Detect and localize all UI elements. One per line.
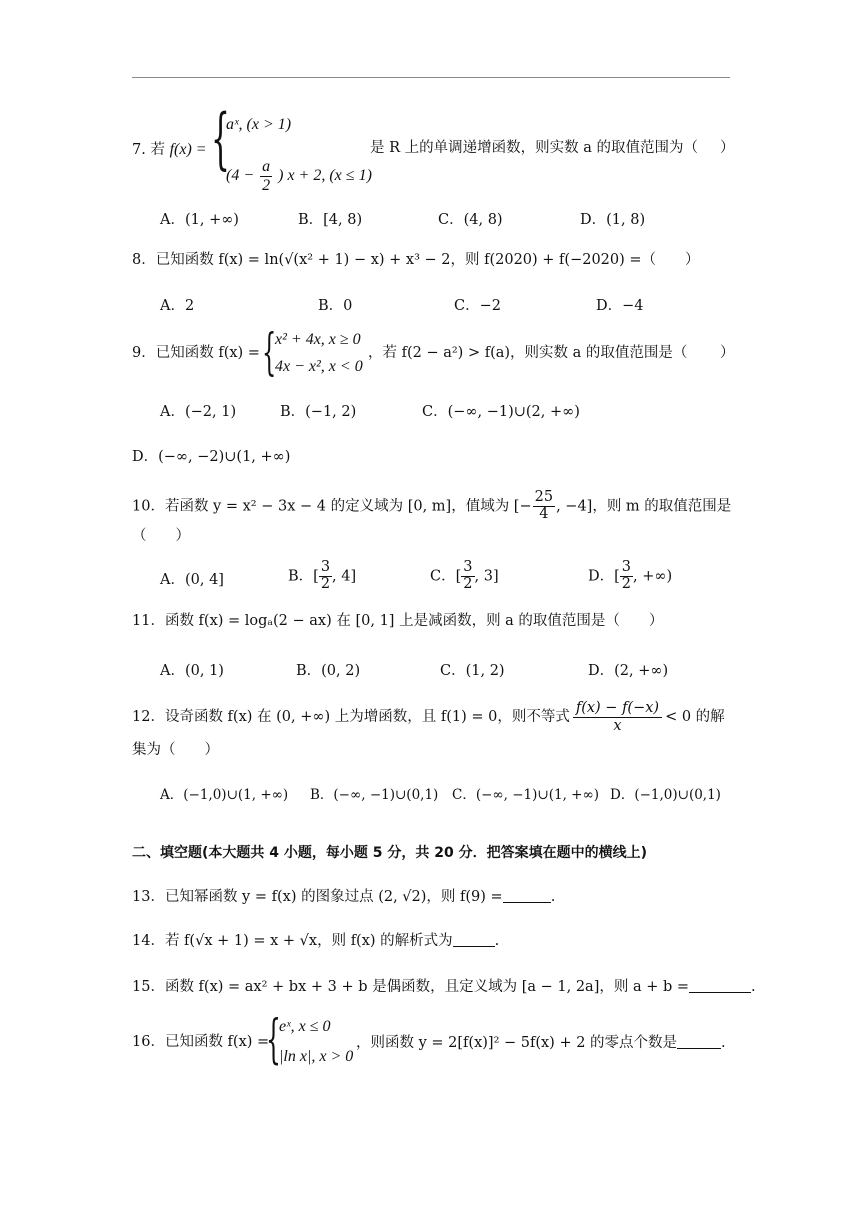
q9-brace: { (262, 323, 277, 381)
q14-answer-blank (453, 932, 495, 947)
q7-number: 7. 若 f(x) = (132, 141, 207, 158)
q10-option-c: C．[ $\frac{3}{2}$ , 3] (430, 559, 499, 592)
q9-option-d: D．(−∞, −2)∪(1, +∞) (132, 449, 291, 465)
q11-option-b: B．(0, 2) (296, 663, 361, 679)
q9-option-b: B．(−1, 2) (280, 404, 357, 420)
q12-option-b: B．(−∞, −1)∪(0,1) (310, 787, 439, 803)
q11-option-d: D．(2, +∞) (588, 663, 669, 679)
q12-text: 12．设奇函数 f(x) 在 (0, +∞) 上为增函数，且 f(1) = 0，则不等式 $\frac{f(x) - f(-x)}{x}$ < 0 的解 (132, 700, 725, 734)
q7-text: 是 R 上的单调递增函数，则实数 a 的取值范围为（ (370, 140, 698, 156)
q12-option-c: C．(−∞, −1)∪(1, +∞) (452, 787, 599, 803)
q7-option-c: C．(4, 8) (438, 212, 503, 228)
q9-tail: ，若 f(2 − a²) > f(a)，则实数 a 的取值范围是（ (368, 345, 688, 361)
q8-text: 8．已知函数 f(x) = ln(√(x² + 1) − x) + x³ − 2，则 f(2020) + f(−2020) =（ ） (132, 252, 700, 268)
q9-option-c: C．(−∞, −1)∪(2, +∞) (422, 404, 580, 420)
q7-option-b: B．[4, 8) (298, 212, 363, 228)
q12-option-d: D．(−1,0)∪(0,1) (610, 787, 721, 803)
q11-option-a: A．(0, 1) (160, 663, 224, 679)
section-fill-in-heading: 二、填空题(本大题共 4 小题，每小题 5 分，共 20 分．把答案填在题中的横线上) (132, 845, 648, 861)
q7-brace: { (211, 100, 230, 177)
q13-text: 13．已知幂函数 y = f(x) 的图象过点 (2, √2)，则 f(9) = . (132, 889, 556, 905)
q8-option-a: A．2 (160, 298, 195, 314)
q12-option-a: A．(−1,0)∪(1, +∞) (160, 787, 289, 803)
q9-close: ） (720, 345, 735, 361)
q8-option-c: C．−2 (454, 298, 501, 314)
q14-text: 14．若 f(√x + 1) = x + √x，则 f(x) 的解析式为 . (132, 933, 500, 949)
q9-case1: x² + 4x, x ≥ 0 (275, 331, 361, 348)
q9-lead: 9．已知函数 f(x) = (132, 345, 260, 361)
q9-option-a: A．(−2, 1) (160, 404, 237, 420)
q7-case2: (4 − $\frac{a}{2}$ ) x + 2, (x ≤ 1) (226, 158, 372, 194)
q11-text: 11．函数 f(x) = logₐ(2 − ax) 在 [0, 1] 上是减函数，则 a 的取值范围是（ ） (132, 613, 664, 629)
header-rule (132, 77, 730, 78)
q7-close: ） (720, 140, 735, 156)
q13-answer-blank (503, 888, 551, 903)
q11-option-c: C．(1, 2) (440, 663, 505, 679)
q8-option-b: B．0 (318, 298, 353, 314)
q16-case2: |ln x|, x > 0 (279, 1048, 354, 1065)
q7-case1: aˣ, (x > 1) (226, 116, 292, 133)
q7-option-d: D．(1, 8) (580, 212, 646, 228)
q16-text: ，则函数 y = 2[f(x)]² − 5f(x) + 2 的零点个数是 . (356, 1035, 726, 1051)
q16-brace: { (266, 1010, 281, 1070)
q10-option-d: D．[ $\frac{3}{2}$ , +∞) (588, 559, 673, 592)
q16-case1: eˣ, x ≤ 0 (279, 1018, 331, 1035)
q10-option-a: A．(0, 4] (160, 572, 224, 588)
q7-option-a: A．(1, +∞) (160, 212, 239, 228)
q8-option-d: D．−4 (596, 298, 644, 314)
q16-lead: 16．已知函数 f(x) = (132, 1034, 270, 1050)
q15-answer-blank (689, 978, 751, 993)
q10-text: 10．若函数 y = x² − 3x − 4 的定义域为 [0, m]，值域为 [− $\frac{25}{4}$ , −4]，则 m 的取值范围是 (132, 489, 732, 522)
q10-option-b: B．[ $\frac{3}{2}$ , 4] (288, 559, 357, 592)
q10-paren: （ ） (132, 528, 190, 544)
q16-answer-blank (677, 1034, 721, 1049)
q9-case2: 4x − x², x < 0 (275, 358, 363, 375)
q15-text: 15．函数 f(x) = ax² + bx + 3 + b 是偶函数，且定义域为 [a − 1, 2a]，则 a + b = . (132, 979, 756, 995)
q12-line2: 集为（ ） (132, 742, 219, 758)
